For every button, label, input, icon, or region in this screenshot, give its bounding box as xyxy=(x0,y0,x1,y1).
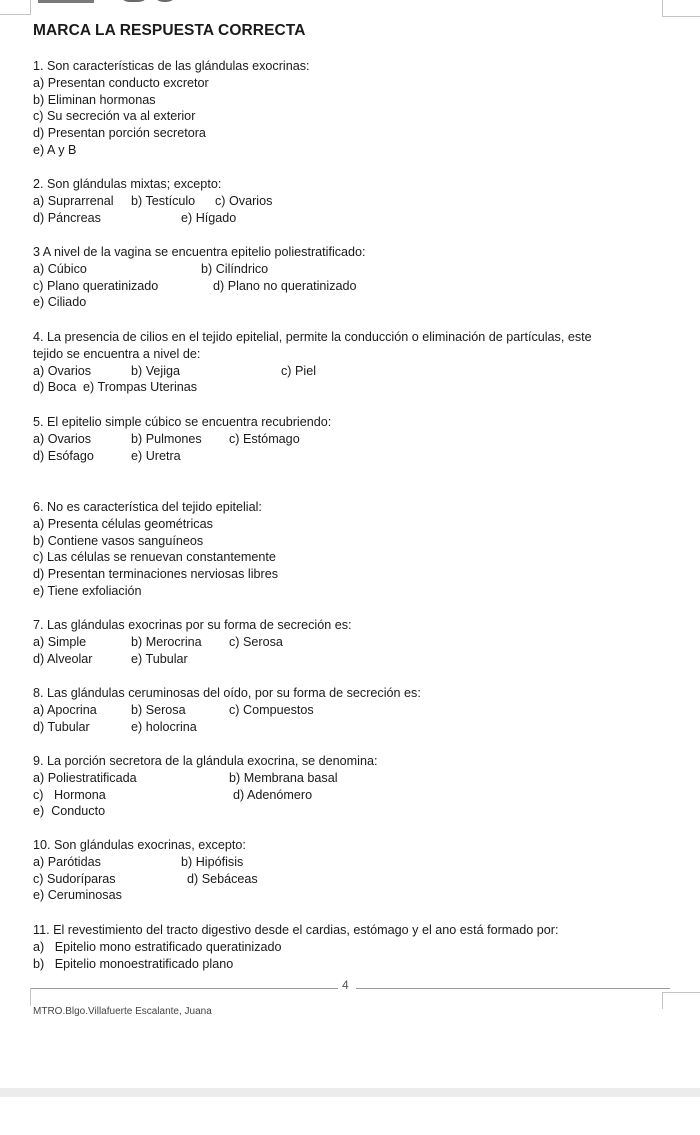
option: e) holocrina xyxy=(131,719,197,734)
question-prompt: 10. Son glándulas exocrinas, excepto: xyxy=(33,838,246,852)
question-10 xyxy=(33,837,258,904)
question-prompt: 6. No es característica del tejido epitelial: xyxy=(33,500,262,514)
option: c) Ovarios xyxy=(215,193,273,208)
option: d) Sebáceas xyxy=(187,871,258,886)
option: e) A y B xyxy=(33,142,77,157)
option: a) Parótidas xyxy=(33,854,101,869)
question-11 xyxy=(33,922,559,972)
crop-mark-bottom-left xyxy=(0,988,31,1006)
option: b) Membrana basal xyxy=(229,770,338,785)
question-7 xyxy=(33,617,352,667)
option: a) Poliestratificada xyxy=(33,770,137,785)
option: d) Presentan terminaciones nerviosas libres xyxy=(33,567,278,582)
option: d) Tubular xyxy=(33,719,90,734)
question-prompt: 11. El revestimiento del tracto digestivo desde el cardias, estómago y el ano está formado por: xyxy=(33,923,559,937)
question-9 xyxy=(33,753,377,820)
option: c) Plano queratinizado xyxy=(33,278,159,293)
question-2 xyxy=(33,176,273,226)
option: e) Tubular xyxy=(131,651,188,666)
footer-rule-left xyxy=(30,988,338,989)
option: d) Esófago xyxy=(33,448,94,463)
option: e) Trompas Uterinas xyxy=(83,380,198,395)
option: e) Conducto xyxy=(33,804,106,819)
option: a) Ovarios xyxy=(33,363,92,378)
option: c) Estómago xyxy=(229,431,300,446)
option: b) Cilíndrico xyxy=(201,261,269,276)
option: a) Presentan conducto excretor xyxy=(33,75,209,90)
option: a) Presenta células geométricas xyxy=(33,516,213,531)
option: b) Merocrina xyxy=(131,634,202,649)
option: b) Serosa xyxy=(131,702,186,717)
question-8 xyxy=(33,685,421,735)
question-5 xyxy=(33,414,331,464)
question-prompt: 4. La presencia de cilios en el tejido epitelial, permite la conducción o eliminación de partículas, este xyxy=(33,330,592,344)
option: e) Ciliado xyxy=(33,295,87,310)
option: d) Páncreas xyxy=(33,210,101,225)
page-bottom-band xyxy=(0,1088,700,1097)
option: e) Hígado xyxy=(181,210,237,225)
option: b) Testículo xyxy=(131,193,196,208)
question-1 xyxy=(33,58,310,159)
option: e) Ceruminosas xyxy=(33,888,122,903)
option: a) Apocrina xyxy=(33,702,97,717)
option: d) Adenómero xyxy=(233,787,313,802)
question-prompt-continued: tejido se encuentra a nivel de: xyxy=(33,346,201,361)
question-prompt: 7. Las glándulas exocrinas por su forma de secreción es: xyxy=(33,618,352,632)
option: d) Boca xyxy=(33,380,77,395)
option: c) Serosa xyxy=(229,634,283,649)
header-logo-bar xyxy=(38,0,94,3)
question-prompt: 3 A nivel de la vagina se encuentra epitelio poliestratificado: xyxy=(33,245,366,259)
question-prompt: 1. Son características de las glándulas exocrinas: xyxy=(33,59,310,73)
footer-rule-right xyxy=(356,988,670,989)
option: c) Su secreción va al exterior xyxy=(33,109,196,124)
option: b) Contiene vasos sanguíneos xyxy=(33,533,204,548)
option: a) Simple xyxy=(33,634,87,649)
option: c) Sudoríparas xyxy=(33,871,116,886)
option: c) Hormona xyxy=(33,787,106,802)
page-title: MARCA LA RESPUESTA CORRECTA xyxy=(33,22,306,39)
question-prompt: 8. Las glándulas ceruminosas del oído, por su forma de secreción es: xyxy=(33,686,421,700)
option: b) Vejiga xyxy=(131,363,181,378)
question-prompt: 2. Son glándulas mixtas; excepto: xyxy=(33,177,222,191)
option: e) Tiene exfoliación xyxy=(33,583,142,598)
footer-author: MTRO.Blgo.Villafuerte Escalante, Juana xyxy=(33,1006,212,1017)
option: d) Alveolar xyxy=(33,651,93,666)
crop-mark-top-left xyxy=(0,0,31,15)
option: c) Las células se renuevan constantemente xyxy=(33,550,276,565)
question-3 xyxy=(33,244,366,311)
option: d) Presentan porción secretora xyxy=(33,126,206,141)
option: c) Piel xyxy=(281,363,316,378)
option: b) Pulmones xyxy=(131,431,202,446)
option: b) Eliminan hormonas xyxy=(33,92,156,107)
question-4 xyxy=(33,329,592,396)
crop-mark-top-right xyxy=(662,0,700,17)
option: d) Plano no queratinizado xyxy=(213,278,357,293)
option: a) Ovarios xyxy=(33,431,92,446)
option: e) Uretra xyxy=(131,448,181,463)
page-number: 4 xyxy=(342,978,349,992)
option: b) Hipófisis xyxy=(181,854,244,869)
question-prompt: 9. La porción secretora de la glándula exocrina, se denomina: xyxy=(33,754,378,768)
option: a) Cúbico xyxy=(33,261,87,276)
option: a) Epitelio mono estratificado queratinizado xyxy=(33,939,282,954)
question-6 xyxy=(33,499,278,600)
question-prompt: 5. El epitelio simple cúbico se encuentra recubriendo: xyxy=(33,415,332,429)
option: c) Compuestos xyxy=(229,702,314,717)
option: a) Suprarrenal xyxy=(33,193,114,208)
crop-mark-bottom-right xyxy=(662,992,700,1009)
option: b) Epitelio monoestratificado plano xyxy=(33,956,234,971)
